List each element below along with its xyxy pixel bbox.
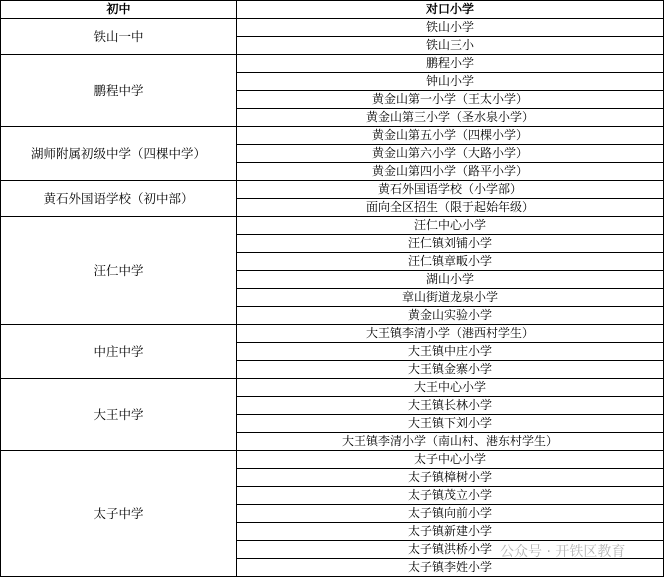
primary-school-cell: 大王镇下刘小学 — [237, 415, 664, 433]
primary-school-cell: 黄金山第六小学（大路小学） — [237, 145, 664, 163]
middle-school-cell: 黄石外国语学校（初中部） — [1, 181, 237, 217]
primary-school-cell: 黄金山第四小学（路平小学） — [237, 163, 664, 181]
primary-school-cell: 太子镇樟树小学 — [237, 469, 664, 487]
primary-school-cell: 大王镇中庄小学 — [237, 343, 664, 361]
table-row — [1, 55, 664, 73]
primary-school-cell: 黄金山实验小学 — [237, 307, 664, 325]
primary-school-cell: 黄石外国语学校（小学部） — [237, 181, 664, 199]
primary-school-cell: 大王中心小学 — [237, 379, 664, 397]
primary-school-cell: 汪仁中心小学 — [237, 217, 664, 235]
primary-school-cell: 黄金山第三小学（圣水泉小学） — [237, 109, 664, 127]
primary-school-cell: 大王镇金寨小学 — [237, 361, 664, 379]
primary-school-cell: 大王镇长林小学 — [237, 397, 664, 415]
table-row — [1, 325, 664, 343]
middle-school-cell: 大王中学 — [1, 379, 237, 451]
primary-school-cell: 太子镇李姓小学 — [237, 559, 664, 577]
header-row — [1, 1, 664, 19]
primary-school-cell: 鹏程小学 — [237, 55, 664, 73]
primary-school-cell: 太子镇茂立小学 — [237, 487, 664, 505]
primary-school-cell: 汪仁镇刘铺小学 — [237, 235, 664, 253]
primary-school-cell: 黄金山第五小学（四棵小学） — [237, 127, 664, 145]
middle-school-cell: 铁山一中 — [1, 19, 237, 55]
primary-school-cell: 太子镇洪桥小学 — [237, 541, 664, 559]
table-row — [1, 379, 664, 397]
primary-school-cell: 大王镇李清小学（南山村、港东村学生） — [237, 433, 664, 451]
middle-school-cell: 汪仁中学 — [1, 217, 237, 325]
middle-school-cell: 湖师附属初级中学（四棵中学） — [1, 127, 237, 181]
table-body — [1, 19, 664, 577]
table-row — [1, 127, 664, 145]
primary-school-cell: 章山街道龙泉小学 — [237, 289, 664, 307]
table-row — [1, 451, 664, 469]
primary-school-cell: 铁山小学 — [237, 19, 664, 37]
header-primary-school: 对口小学 — [237, 1, 664, 19]
middle-school-cell: 中庄中学 — [1, 325, 237, 379]
primary-school-cell: 汪仁镇章畈小学 — [237, 253, 664, 271]
primary-school-cell: 大王镇李清小学（港西村学生） — [237, 325, 664, 343]
table-row — [1, 217, 664, 235]
primary-school-cell: 太子镇新建小学 — [237, 523, 664, 541]
primary-school-cell: 铁山三小 — [237, 37, 664, 55]
primary-school-cell: 太子镇向前小学 — [237, 505, 664, 523]
primary-school-cell: 黄金山第一小学（王太小学） — [237, 91, 664, 109]
primary-school-cell: 湖山小学 — [237, 271, 664, 289]
primary-school-cell: 钟山小学 — [237, 73, 664, 91]
middle-school-cell: 太子中学 — [1, 451, 237, 577]
middle-school-cell: 鹏程中学 — [1, 55, 237, 127]
table-row — [1, 19, 664, 37]
header-middle-school: 初中 — [1, 1, 237, 19]
table-row — [1, 181, 664, 199]
primary-school-cell: 太子中心小学 — [237, 451, 664, 469]
primary-school-cell: 面向全区招生（限于起始年级） — [237, 199, 664, 217]
watermark: 公众号 · 开铁区教育 — [500, 544, 626, 560]
